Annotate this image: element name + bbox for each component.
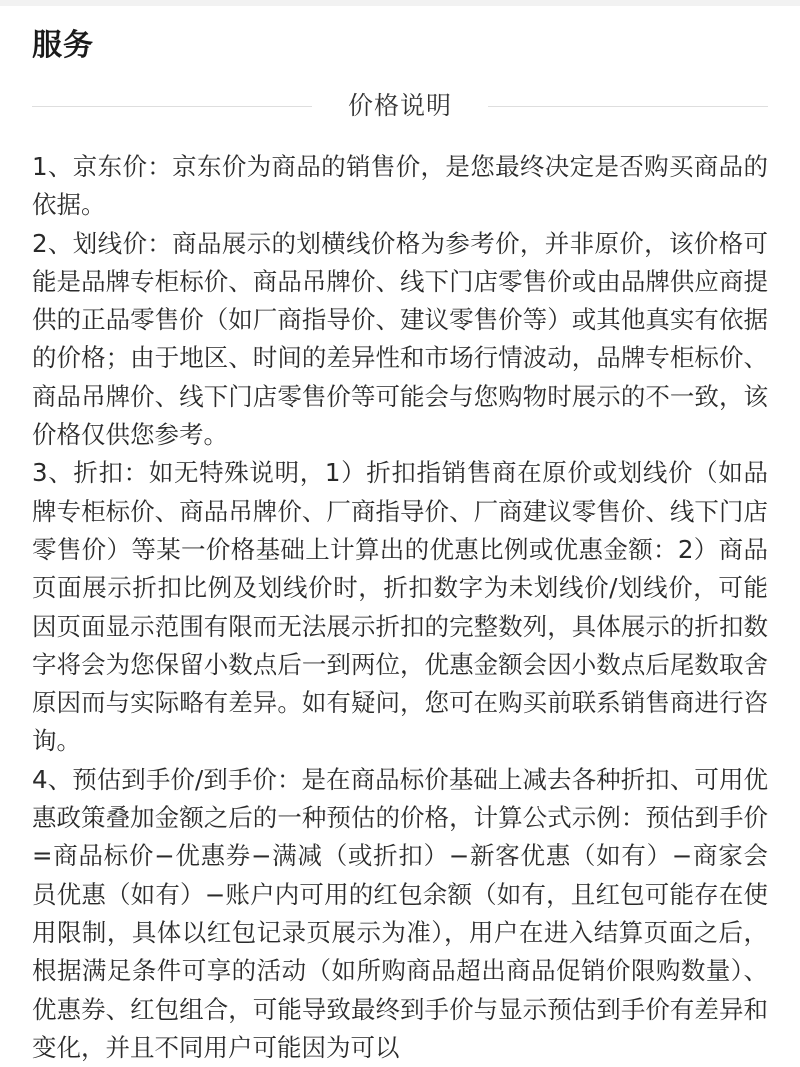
paragraph-strikethrough-price: 2、划线价：商品展示的划横线价格为参考价，并非原价，该价格可能是品牌专柜标价、商品吊牌价、线下门店零售价或由品牌供应商提供的正品零售价（如厂商指导价、建议零售价等）或其他真实有依据的价格；由于地区、时间的差异性和市场行情波动，品牌专柜标价、商品吊牌价、线下门店零售价等可能会与您购物时展示的不一致，该价格仅供您参考。 bbox=[32, 228, 768, 450]
section-header bbox=[32, 84, 768, 128]
paragraph-jd-price: 1、京东价：京东价为商品的销售价，是您最终决定是否购买商品的依据。 bbox=[32, 152, 768, 220]
paragraph-estimated-price: 4、预估到手价/到手价：是在商品标价基础上减去各种折扣、可用优惠政策叠加金额之后的一种预估的价格，计算公式示例：预估到手价=商品标价−优惠券−满减（或折扣）−新客优惠（如有）−商家会员优惠（如有）−账户内可用的红包余额（如有，且红包可能存在使用限制，具体以红包记录页展示为准），用户在进入结算页面之后，根据满足条件可享的活动（如所购商品超出商品促销价限购数量）、优惠券、红包组合，可能导致最终到手价与显示预估到手价有差异和变化，并且不同用户可能因为可以 bbox=[32, 764, 768, 1062]
paragraph-discount: 3、折扣：如无特殊说明，1）折扣指销售商在原价或划线价（如品牌专柜标价、商品吊牌价、厂商指导价、厂商建议零售价、线下门店零售价）等某一价格基础上计算出的优惠比例或优惠金额：2）商品页面展示折扣比例及划线价时，折扣数字为未划线价/划线价，可能因页面显示范围有限而无法展示折扣的完整数列，具体展示的折扣数字将会为您保留小数点后一到两位，优惠金额会因小数点后尾数取舍原因而与实际略有差异。如有疑问，您可在购买前联系销售商进行咨询。 bbox=[32, 458, 768, 756]
top-divider-strip bbox=[0, 0, 800, 6]
page-title: 服务 bbox=[32, 28, 94, 63]
divider-line-left bbox=[32, 106, 312, 107]
divider-line-right bbox=[488, 106, 768, 107]
price-explanation-content bbox=[32, 148, 768, 1067]
section-title: 价格说明 bbox=[348, 91, 453, 120]
